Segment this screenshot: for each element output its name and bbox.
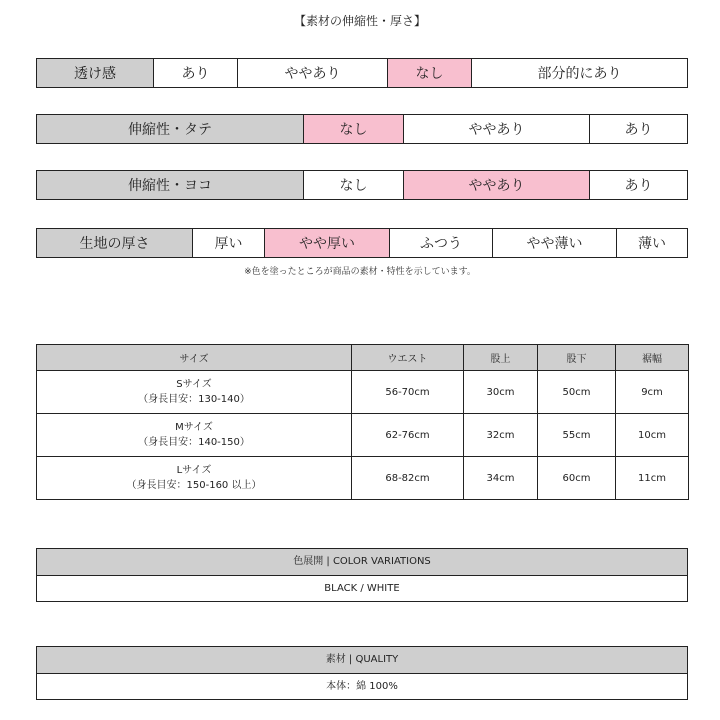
quality-header: 素材 | QUALITY: [37, 647, 687, 674]
inseam-cell: 50cm: [538, 371, 616, 414]
option-cell: ややあり: [404, 115, 590, 143]
option-cell: ややあり: [238, 59, 388, 87]
property-row-stretch-horizontal: [36, 170, 688, 200]
size-cell: [37, 457, 352, 500]
column-header-waist: ウエスト: [352, 345, 464, 371]
property-row-stretch-vertical: [36, 114, 688, 144]
property-row-transparency: [36, 58, 688, 88]
property-header: 伸縮性・ヨコ: [37, 171, 304, 199]
property-header: 透け感: [37, 59, 154, 87]
option-cell: なし: [304, 171, 404, 199]
inseam-cell: 60cm: [538, 457, 616, 500]
option-cell: あり: [154, 59, 238, 87]
quality-value: 本体：綿 100%: [326, 681, 398, 692]
size-table: [36, 344, 689, 500]
waist-cell: 56-70cm: [352, 371, 464, 414]
table-row: [37, 371, 689, 414]
column-header-rise: 股上: [464, 345, 538, 371]
color-variations-value: BLACK / WHITE: [324, 583, 400, 594]
option-cell-selected: やや厚い: [265, 229, 390, 257]
property-row-thickness: [36, 228, 688, 258]
waist-cell: 68-82cm: [352, 457, 464, 500]
option-cell: 部分的にあり: [537, 66, 622, 82]
quality-box: [36, 646, 688, 700]
height-guide: （身長目安：150-160 以上）: [126, 480, 262, 491]
hem-cell: 10cm: [616, 414, 689, 457]
option-cell: 厚い: [193, 229, 265, 257]
hem-cell: 11cm: [616, 457, 689, 500]
rise-cell: 30cm: [464, 371, 538, 414]
size-label: Lサイズ: [176, 465, 212, 476]
waist-cell: 62-76cm: [352, 414, 464, 457]
column-header-hem: 裾幅: [616, 345, 689, 371]
option-cell: 薄い: [638, 236, 666, 252]
property-header: 生地の厚さ: [37, 229, 193, 257]
legend-note: ※色を塗ったところが商品の素材・特性を示しています。: [244, 267, 476, 277]
table-row: [37, 414, 689, 457]
section-title: 【素材の伸縮性・厚さ】: [293, 14, 426, 28]
rise-cell: 32cm: [464, 414, 538, 457]
option-cell: あり: [624, 122, 653, 138]
height-guide: （身長目安：140-150）: [138, 437, 250, 448]
table-row: [37, 457, 689, 500]
option-cell-selected: ややあり: [404, 171, 590, 199]
size-label: Mサイズ: [175, 422, 213, 433]
option-cell-selected: なし: [388, 59, 472, 87]
hem-cell: 9cm: [616, 371, 689, 414]
size-label: Sサイズ: [176, 379, 212, 390]
rise-cell: 34cm: [464, 457, 538, 500]
height-guide: （身長目安：130-140）: [138, 394, 250, 405]
size-cell: [37, 414, 352, 457]
column-header-size: サイズ: [37, 345, 352, 371]
column-header-inseam: 股下: [538, 345, 616, 371]
option-cell: やや薄い: [493, 229, 617, 257]
property-header: 伸縮性・タテ: [37, 115, 304, 143]
color-variations-header: 色展開 | COLOR VARIATIONS: [37, 549, 687, 576]
color-variations-box: [36, 548, 688, 602]
option-cell: あり: [624, 178, 653, 194]
size-cell: [37, 371, 352, 414]
option-cell: ふつう: [390, 229, 493, 257]
option-cell-selected: なし: [304, 115, 404, 143]
size-table-header-row: [37, 345, 689, 371]
inseam-cell: 55cm: [538, 414, 616, 457]
